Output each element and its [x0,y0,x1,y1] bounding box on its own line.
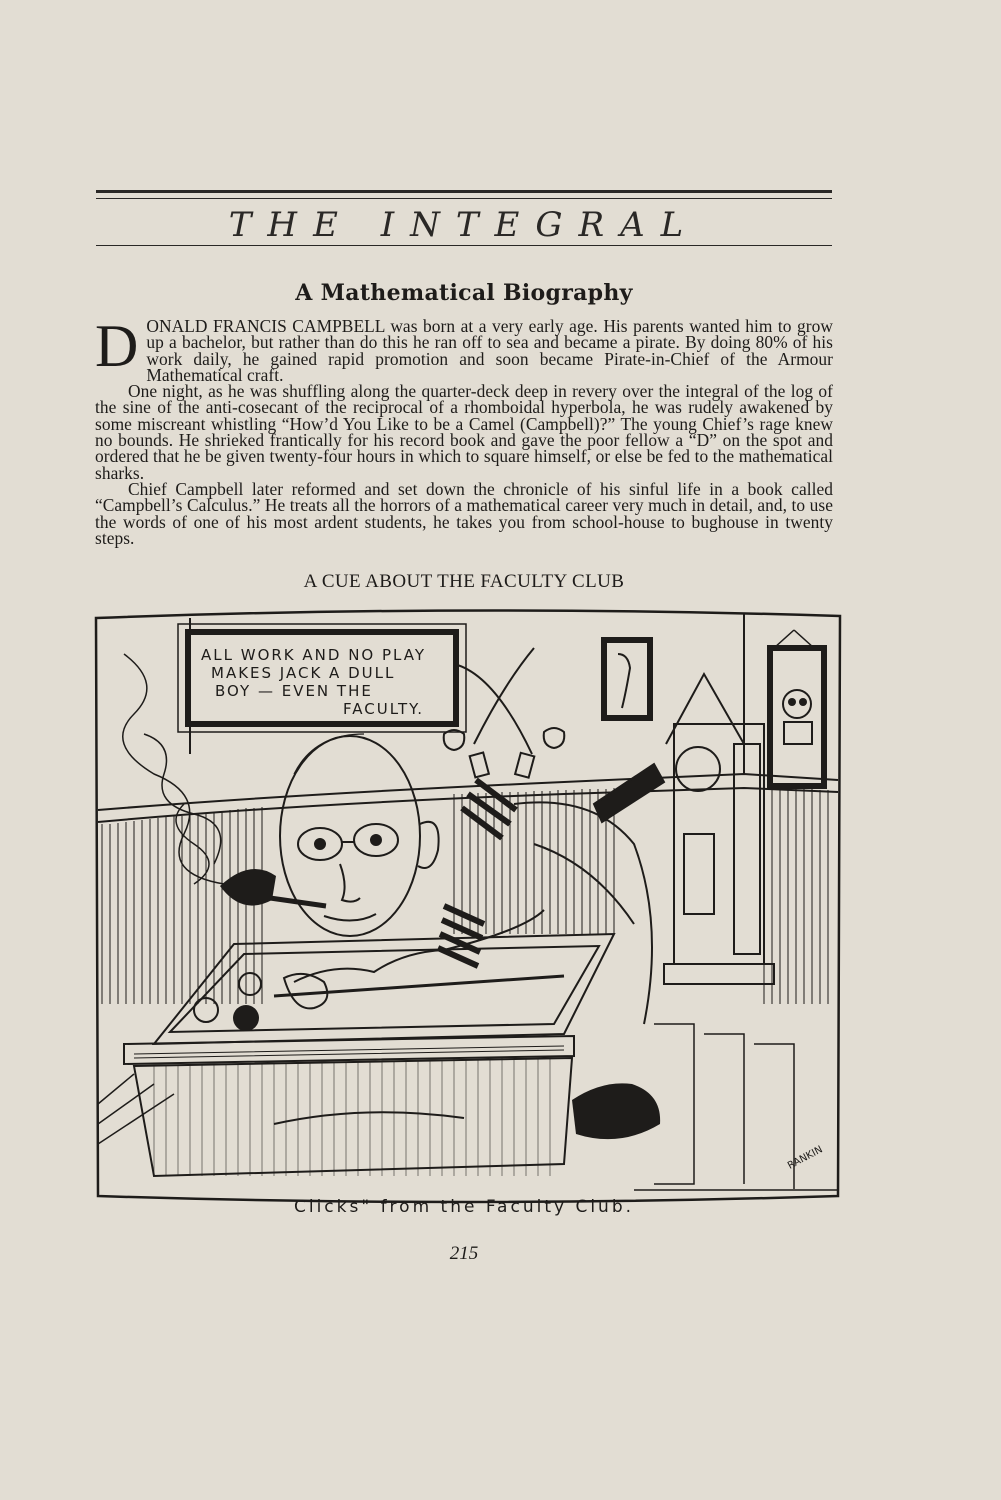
header-rule-second [96,198,832,199]
article-title: A Mathematical Biography [295,280,633,306]
header-rule-top [96,190,832,193]
header-title: THE INTEGRAL [228,205,700,245]
cartoon-caption: Clicks" from the Faculty Club. [293,1197,635,1217]
sign-line-3: BOY — EVEN THE [215,682,373,700]
sign-line-1: ALL WORK AND NO PLAY [201,646,427,664]
article-body [95,313,833,548]
drop-cap: D [95,313,139,379]
paragraph-1-text: ONALD FRANCIS CAMPBELL was born at a very early age. His parents wanted him to grow up a bachelor, but rather than do this he ran off to sea and became a pirate. By doing 80% of his work daily, he gained rapid promotion and soon became Pirate-in-Chief of the Armour Mathematical craft. [146,316,833,385]
artist-signature: RANKIN [786,1144,825,1172]
wall-sign [193,646,451,720]
paragraph-2: One night, as he was shuffling along the quarter-deck deep in revery over the integral of the log of the sine of the anti-cosecant of the reciprocal of a rhomboidal hyperbola, he was rudely awakened by some miscreant whistling “How’d You Like to be a Camel (Campbell)?” The young Chief’s rage knew no bounds. He shrieked frantically for his record book and gave the poor fellow a “D” on the spot and ordered that he be given twenty-four hours in which to square himself, or else be fed to the mathematical sharks. [95,381,833,483]
header-rule-bottom [96,245,832,246]
sign-line-4: FACULTY. [343,700,425,718]
paragraph-3: Chief Campbell later reformed and set down the chronicle of his sinful life in a book called “Campbell’s Calculus.” He treats all the horrors of a mathematical career very much in detail, and, to use the words of one of his most ardent students, he takes you from school-house to bughouse in twenty steps. [95,478,833,548]
sign-line-2: MAKES JACK A DULL [211,664,396,682]
page-number: 215 [449,1243,479,1264]
section-heading: A CUE ABOUT THE FACULTY CLUB [303,571,625,592]
paragraph-1 [95,313,833,385]
